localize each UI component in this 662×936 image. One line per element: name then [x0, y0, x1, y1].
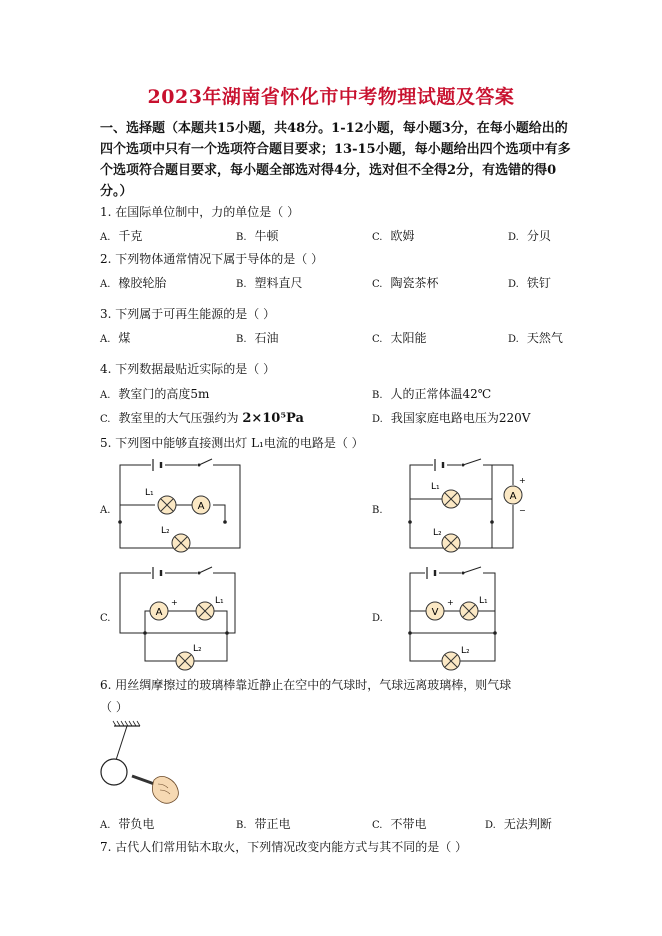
q4-option-b: B. 人的正常体温42℃: [372, 387, 492, 401]
circuit-d-diagram: [405, 563, 535, 671]
q5-option-b-label: B.: [372, 505, 383, 516]
q4-option-d: D. 我国家庭电路电压为220V: [372, 411, 531, 425]
lamp-l2-icon: [442, 652, 460, 670]
question-2: 2. 下列物体通常情况下属于导体的是（ ）: [100, 252, 324, 266]
q2-option-c: C. 陶瓷茶杯: [372, 276, 439, 290]
question-5: 5. 下列图中能够直接测出灯 L₁电流的电路是（ ）: [100, 436, 364, 450]
circuit-c-label-l1: L₁: [215, 596, 224, 606]
q5-option-c-label: C.: [100, 613, 111, 624]
q6-option-a: A. 带负电: [100, 817, 155, 831]
q1-option-b: B. 牛顿: [236, 229, 279, 243]
question-4: 4. 下列数据最贴近实际的是（ ）: [100, 362, 276, 376]
balloon-icon: [101, 759, 127, 785]
q5-option-d-label: D.: [372, 613, 383, 624]
ammeter-icon: [192, 496, 210, 514]
circuit-a-label-l1: L₁: [145, 488, 154, 498]
voltmeter-plus: +: [447, 598, 454, 607]
circuit-c-label-l2: L₂: [193, 644, 202, 654]
lamp-l1-icon: [158, 496, 176, 514]
q3-option-b: B. 石油: [236, 331, 279, 345]
pressure-formula: 2×10⁵Pa: [242, 411, 304, 426]
lamp-l2-icon: [176, 652, 194, 670]
ammeter-icon: [504, 486, 522, 504]
circuit-d-label-l1: L₁: [479, 596, 488, 606]
q1-option-a: A. 千克: [100, 229, 143, 243]
question-6: 6. 用丝绸摩擦过的玻璃棒靠近静止在空中的气球时，气球远离玻璃棒，则气球: [100, 678, 512, 692]
circuit-c-diagram: [115, 563, 255, 671]
q2-option-b: B. 塑料直尺: [236, 276, 303, 290]
lamp-l2-icon: [442, 534, 460, 552]
page-title: 2023年湖南省怀化市中考物理试题及答案: [147, 86, 515, 108]
q6-option-c: C. 不带电: [372, 817, 427, 831]
circuit-b-label-l1: L₁: [431, 482, 440, 492]
question-7: 7. 古代人们常用钻木取火，下列情况改变内能方式与其不同的是（ ）: [100, 840, 468, 854]
ammeter-plus: +: [519, 476, 526, 485]
section-heading: 一、选择题（本题共15小题，共48分。1-12小题，每小题3分，在每小题给出的四个选项中只有一个选项符合题目要求；13-15小题，每小题给出四个选项中有多个选项符合题目要求，每小题全部选对得4分，选对但不全得2分，有选错的得0分。）: [100, 121, 571, 199]
ammeter-symbol: A: [155, 607, 163, 618]
question-1: 1. 在国际单位制中，力的单位是（ ）: [100, 205, 300, 219]
balloon-glass-rod-figure: [96, 718, 186, 808]
question-3: 3. 下列属于可再生能源的是（ ）: [100, 307, 276, 321]
q6-option-d: D. 无法判断: [485, 817, 552, 831]
circuit-a-label-l2: L₂: [161, 526, 170, 536]
voltmeter-symbol: V: [431, 607, 439, 618]
q2-option-a: A. 橡胶轮胎: [100, 276, 167, 290]
ammeter-plus: +: [171, 598, 178, 607]
ammeter-icon: [150, 602, 168, 620]
q1-option-c: C. 欧姆: [372, 229, 415, 243]
lamp-l1-icon: [196, 602, 214, 620]
q5-option-a-label: A.: [100, 505, 111, 516]
circuit-b-label-l2: L₂: [433, 528, 442, 538]
q3-option-d: D. 天然气: [508, 331, 563, 345]
circuit-b-diagram: [405, 455, 535, 555]
circuit-d-label-l2: L₂: [461, 646, 470, 656]
question-6-bracket: （ ）: [100, 700, 128, 714]
lamp-l2-icon: [172, 534, 190, 552]
lamp-l1-icon: [460, 602, 478, 620]
voltmeter-icon: [426, 602, 444, 620]
q2-option-d: D. 铁钉: [508, 276, 551, 290]
q4-option-a: A. 教室门的高度5m: [100, 387, 210, 401]
q1-option-d: D. 分贝: [508, 229, 551, 243]
q3-option-c: C. 太阳能: [372, 331, 427, 345]
q6-option-b: B. 带正电: [236, 817, 291, 831]
q3-option-a: A. 煤: [100, 331, 131, 345]
q4-option-c: C. 教室里的大气压强约为 2×10⁵Pa: [100, 411, 304, 426]
hand-icon: [152, 776, 178, 803]
lamp-l1-icon: [442, 490, 460, 508]
circuit-a-diagram: [115, 455, 255, 555]
ammeter-symbol: A: [197, 501, 205, 512]
ammeter-symbol: A: [509, 491, 517, 502]
ammeter-minus: −: [519, 506, 526, 515]
